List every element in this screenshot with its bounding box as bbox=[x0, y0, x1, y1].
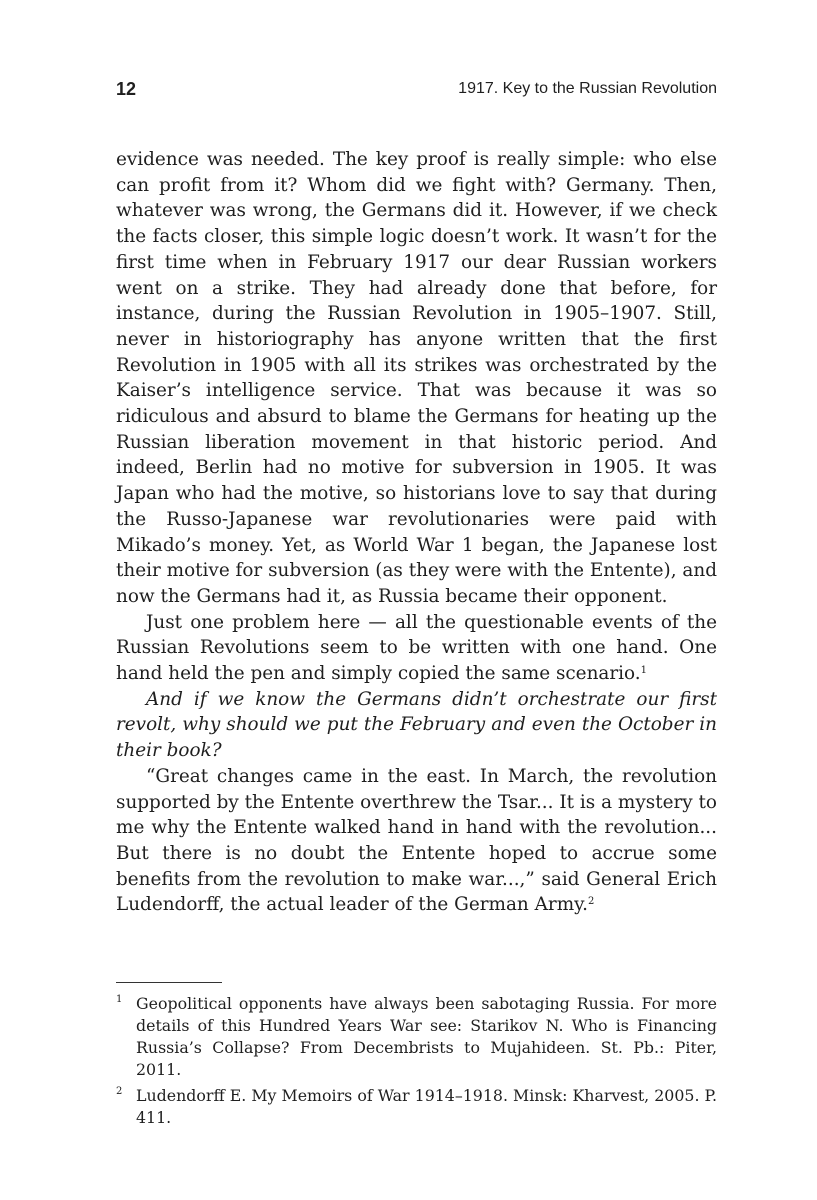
paragraph-2 bbox=[116, 610, 717, 687]
paragraph-2-text: Just one problem here — all the questionable events of the Russian Revolutions seem to be written with one hand. One hand held the pen and simply copied the same scenario. bbox=[116, 611, 717, 685]
paragraph-4 bbox=[116, 764, 717, 918]
footnote-ref-2[interactable]: 2 bbox=[587, 896, 595, 908]
footnote-2-mark: 2 bbox=[116, 1086, 123, 1097]
page-header bbox=[116, 79, 717, 103]
footnote-2 bbox=[116, 1085, 717, 1129]
footnote-1-mark: 1 bbox=[116, 994, 123, 1005]
page-number: 12 bbox=[116, 79, 137, 99]
body-text bbox=[116, 147, 717, 918]
footnotes bbox=[116, 993, 717, 1133]
paragraph-3-italic: And if we know the Germans didn’t orchestrate our first revolt, why should we put the February and even the October in their book? bbox=[116, 688, 717, 762]
paragraph-4-text: “Great changes came in the east. In March, the revolution supported by the Entente overthrew the Tsar... It is a mystery to me why the Entente walked hand in hand with the revolution... But there is no doubt the Entente hoped to accrue some benefits from the revolution to make war...,” said General Erich Ludendorff, the actual leader of the German Army. bbox=[116, 765, 717, 916]
running-title: 1917. Key to the Russian Revolution bbox=[458, 80, 717, 97]
footnote-divider bbox=[116, 982, 222, 983]
footnote-ref-1[interactable]: 1 bbox=[640, 665, 648, 677]
footnote-1 bbox=[116, 993, 717, 1081]
footnote-1-text: Geopolitical opponents have always been sabotaging Russia. For more details of this Hundred Years War see: Starikov N. Who is Financing Russia’s Collapse? From Decembrists to Mujahideen. St. Pb.: Piter, 2011. bbox=[136, 994, 717, 1079]
paragraph-1: evidence was needed. The key proof is really simple: who else can profit from it? Whom did we fight with? Germany. Then, whatever was wrong, the Germans did it. However, if we check the facts closer, this simple logic doesn’t work. It wasn’t for the first time when in February 1917 our dear Russian workers went on a strike. They had already done that before, for instance, during the Russian Revolution in 1905–1907. Still, never in historiography has anyone written that the first Revolution in 1905 with all its strikes was orchestrated by the Kaiser’s intelligence service. That was because it was so ridiculous and absurd to blame the Germans for heating up the Russian liberation movement in that historic period. And indeed, Berlin had no motive for subversion in 1905. It was Japan who had the motive, so historians love to say that during the Russo-Japanese war revolutionaries were paid with Mikado’s money. Yet, as World War 1 began, the Japanese lost their motive for subversion (as they were with the Entente), and now the Germans had it, as Russia became their opponent. bbox=[116, 149, 717, 607]
footnote-2-text: Ludendorff E. My Memoirs of War 1914–1918. Minsk: Kharvest, 2005. P. 411. bbox=[136, 1086, 717, 1127]
